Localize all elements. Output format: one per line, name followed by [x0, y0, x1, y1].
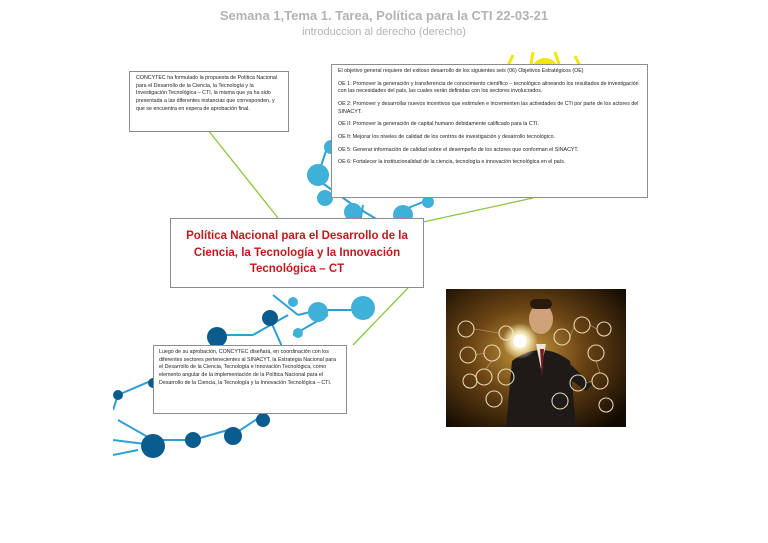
node-strategic-objectives[interactable] — [331, 64, 648, 198]
objective-item: OE 5: Generar información de calidad sobre el desempeño de los actores que conforman el SINACYT. — [338, 146, 579, 153]
objectives-intro: El objetivo general requiere del exitoso desarrollo de los siguientes seis (06) Objetivos Estratégicos (OE) — [338, 68, 584, 74]
node-text: Luego de su aprobación, CONCYTEC diseñará, en coordinación con los diferentes sectores pertenecientes al SINACYT, la Estrategia Nacional para el Desarrollo de la Ciencia, Tecnología e Innovación Tecnológica, como elemento angular de la implementación de la Política Nacional para el Desarrollo de la Ciencia, la Tecnología y la Innovación Tecnológica – CTI. — [159, 349, 336, 386]
technology-photo-graphic — [446, 289, 626, 427]
page-subtitle: introduccion al derecho (derecho) — [302, 26, 466, 38]
objective-item: OE II: Promover la generación de capital humano debidamente calificado para la CTI. — [338, 121, 539, 128]
objective-item: OE fi: Mejorar los niveles de calidad de los centros de investigación y desarrollo tecnológico. — [338, 134, 555, 141]
objective-item: OE 6: Fortalecer la institucionalidad de la ciencia, tecnología e innovación tecnológica en el país. — [338, 159, 566, 166]
technology-photo — [446, 289, 626, 427]
node-national-strategy[interactable] — [153, 345, 347, 414]
central-node-label: Política Nacional para el Desarrollo de la Ciencia, la Tecnología y la Innovación Tecnológica – CT — [186, 229, 408, 276]
node-text: CONCYTEC ha formulado la propuesta de Política Nacional para el Desarrollo de la Ciencia, la Tecnología y la Investigación Tecnológica – CTI, la misma que ya ha sido presentada a las diferentes instancias que corresponden, y que se encuentra en espera de aprobación final. — [136, 75, 278, 112]
objective-item: OE 1: Promover la generación y transferencia de conocimiento científico – tecnológico alineando los resultados de investigación con las necesidades del país, las cuales serán definidas con los sectores involucrados. — [338, 80, 639, 95]
central-node[interactable] — [170, 218, 424, 288]
page-title: Semana 1,Tema 1. Tarea, Política para la CTI 22-03-21 — [219, 8, 549, 23]
node-concytec-proposal[interactable] — [129, 71, 289, 132]
objective-item: OE 2: Promover y desarrollar nuevos incentivos que estimulen e incrementen las actividades de CTi por parte de los actores del SINACYT. — [338, 101, 639, 115]
